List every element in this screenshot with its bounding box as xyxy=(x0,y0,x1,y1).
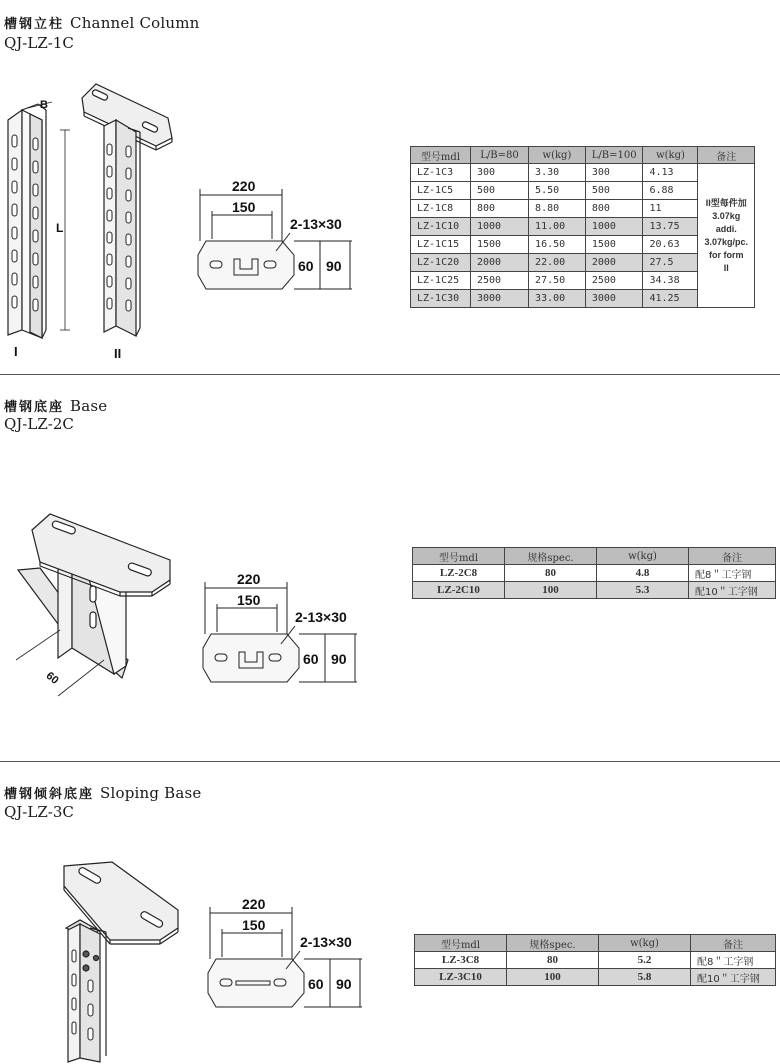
section3-code: QJ-LZ-3C xyxy=(4,803,74,821)
dim-60: 60 xyxy=(308,976,324,992)
table-header-row xyxy=(411,147,755,164)
section-divider xyxy=(0,761,780,762)
col-lb80: L/B=80 xyxy=(470,147,528,164)
table-row xyxy=(413,565,776,582)
cell: 1500 xyxy=(470,236,528,254)
cell: 80 xyxy=(505,565,597,582)
cell-remark: 配8＂工字钢 xyxy=(689,565,776,582)
section3-title-cn: 槽钢倾斜底座 xyxy=(4,787,95,802)
section1-title-cn: 槽钢立柱 xyxy=(4,17,65,32)
cell: 33.00 xyxy=(529,290,586,308)
col-spec: 规格spec. xyxy=(505,548,597,565)
section2-title xyxy=(4,397,107,417)
dim-holes: 2-13×30 xyxy=(290,216,342,232)
label-type-i: I xyxy=(14,344,18,359)
remark-line: addi. xyxy=(715,223,737,234)
cell-model: LZ-1C25 xyxy=(411,272,471,290)
col-spec: 规格spec. xyxy=(507,935,599,952)
dim-holes: 2-13×30 xyxy=(295,609,347,625)
cell: 34.38 xyxy=(643,272,698,290)
remark-line: II xyxy=(723,262,729,273)
col-lb100: L/B=100 xyxy=(585,147,643,164)
cell: 2000 xyxy=(585,254,643,272)
plate-dimension-drawing-3 xyxy=(200,893,380,1018)
dim-90: 90 xyxy=(336,976,352,992)
sloping-base-table xyxy=(414,934,776,986)
section3-title-en: Sloping Base xyxy=(100,784,202,802)
cell: 500 xyxy=(585,182,643,200)
base-table xyxy=(412,547,776,599)
cell: 500 xyxy=(470,182,528,200)
cell: 27.5 xyxy=(643,254,698,272)
cell-model: LZ-1C10 xyxy=(411,218,471,236)
section3-title xyxy=(4,784,202,804)
table-row xyxy=(415,952,776,969)
cell: 41.25 xyxy=(643,290,698,308)
cell-model: LZ-1C15 xyxy=(411,236,471,254)
channel-column-drawing xyxy=(0,80,200,370)
col-remark: 备注 xyxy=(698,147,755,164)
base-drawing xyxy=(10,500,190,700)
remark-line: for form xyxy=(708,249,744,260)
remark-line: 3.07kg xyxy=(712,210,741,221)
cell: 16.50 xyxy=(529,236,586,254)
remark-line: 3.07kg/pc. xyxy=(704,236,748,247)
table-row xyxy=(411,164,755,182)
cell-remark: 配10＂工字钢 xyxy=(691,969,776,986)
cell: 2000 xyxy=(470,254,528,272)
label-l: L xyxy=(56,221,64,235)
cell-model: LZ-1C30 xyxy=(411,290,471,308)
section1-title-en: Channel Column xyxy=(70,14,200,32)
section-divider xyxy=(0,374,780,375)
col-model: 型号mdl xyxy=(415,935,507,952)
col-model: 型号mdl xyxy=(411,147,471,164)
dim-60: 60 xyxy=(298,258,314,274)
cell: 4.8 xyxy=(597,565,689,582)
dim-90: 90 xyxy=(331,651,347,667)
cell-remark: 配8＂工字钢 xyxy=(691,952,776,969)
label-type-ii: II xyxy=(114,346,122,361)
dim-220: 220 xyxy=(242,896,266,912)
col-w100: w(kg) xyxy=(643,147,698,164)
dim-60: 60 xyxy=(303,651,319,667)
dim-150: 150 xyxy=(232,199,256,215)
cell: 20.63 xyxy=(643,236,698,254)
cell: 11 xyxy=(643,200,698,218)
col-w80: w(kg) xyxy=(529,147,586,164)
col-model: 型号mdl xyxy=(413,548,505,565)
cell: 3.30 xyxy=(529,164,586,182)
cell: 6.88 xyxy=(643,182,698,200)
cell-model: LZ-1C20 xyxy=(411,254,471,272)
cell: 5.2 xyxy=(599,952,691,969)
cell: 1000 xyxy=(585,218,643,236)
cell: 4.13 xyxy=(643,164,698,182)
cell-model: LZ-3C10 xyxy=(415,969,507,986)
dim-220: 220 xyxy=(232,178,256,194)
cell: 80 xyxy=(507,952,599,969)
cell: 5.50 xyxy=(529,182,586,200)
col-remark: 备注 xyxy=(691,935,776,952)
dim-150: 150 xyxy=(237,592,261,608)
cell: 5.3 xyxy=(597,582,689,599)
dim-90: 90 xyxy=(326,258,342,274)
cell: 800 xyxy=(470,200,528,218)
cell: 11.00 xyxy=(529,218,586,236)
cell: 5.8 xyxy=(599,969,691,986)
cell: 300 xyxy=(470,164,528,182)
cell: 1000 xyxy=(470,218,528,236)
cell: 3000 xyxy=(585,290,643,308)
col-weight: w(kg) xyxy=(597,548,689,565)
cell-model: LZ-3C8 xyxy=(415,952,507,969)
cell: 300 xyxy=(585,164,643,182)
dim-220: 220 xyxy=(237,571,261,587)
table-row xyxy=(415,969,776,986)
cell: 800 xyxy=(585,200,643,218)
section1-code: QJ-LZ-1C xyxy=(4,34,74,52)
section2-title-cn: 槽钢底座 xyxy=(4,400,65,415)
plate-dimension-drawing-2 xyxy=(195,568,375,693)
cell: 100 xyxy=(505,582,597,599)
dim-holes: 2-13×30 xyxy=(300,934,352,950)
section2-title-en: Base xyxy=(70,397,108,415)
cell: 2500 xyxy=(585,272,643,290)
table-row xyxy=(413,582,776,599)
channel-column-table xyxy=(410,146,755,308)
label-60: 60 xyxy=(43,669,61,687)
plate-dimension-drawing-1 xyxy=(190,175,370,300)
cell-model: LZ-2C10 xyxy=(413,582,505,599)
cell: 2500 xyxy=(470,272,528,290)
table-header-row xyxy=(413,548,776,565)
cell: 27.50 xyxy=(529,272,586,290)
cell-model: LZ-1C5 xyxy=(411,182,471,200)
cell: 13.75 xyxy=(643,218,698,236)
section1-title xyxy=(4,14,200,34)
cell: 3000 xyxy=(470,290,528,308)
cell-model: LZ-1C8 xyxy=(411,200,471,218)
cell-remark: 配10＂工字钢 xyxy=(689,582,776,599)
remark-line: II型每件加 xyxy=(705,197,747,208)
remark-cell xyxy=(698,164,755,308)
section2-code: QJ-LZ-2C xyxy=(4,415,74,433)
cell: 8.80 xyxy=(529,200,586,218)
cell: 100 xyxy=(507,969,599,986)
cell-model: LZ-1C3 xyxy=(411,164,471,182)
table-header-row xyxy=(415,935,776,952)
cell: 22.00 xyxy=(529,254,586,272)
sloping-base-drawing xyxy=(50,858,190,1062)
dim-150: 150 xyxy=(242,917,266,933)
cell-model: LZ-2C8 xyxy=(413,565,505,582)
cell: 1500 xyxy=(585,236,643,254)
col-remark: 备注 xyxy=(689,548,776,565)
label-b: B xyxy=(40,99,48,111)
col-weight: w(kg) xyxy=(599,935,691,952)
